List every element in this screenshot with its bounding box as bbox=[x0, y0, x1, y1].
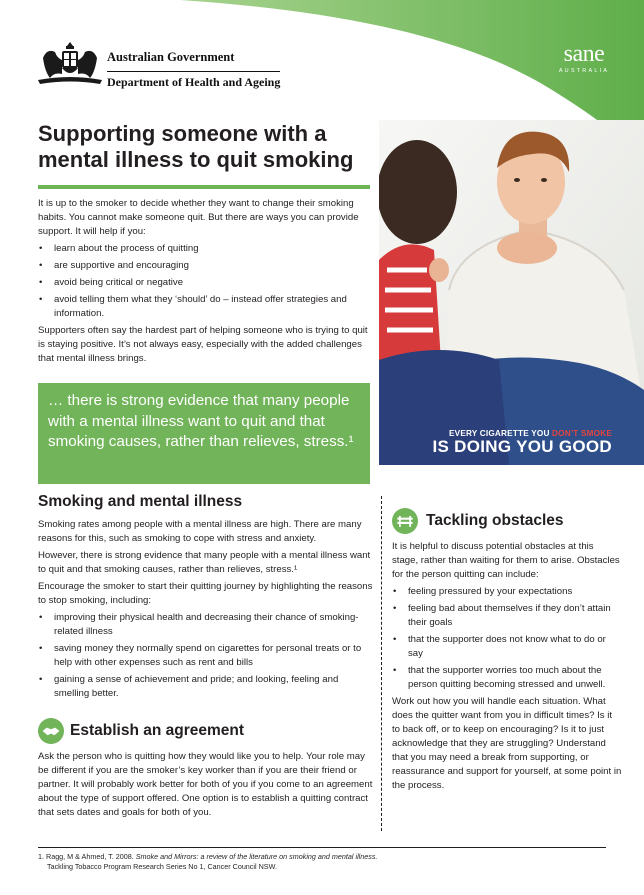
list-item: • that the supporter does not know what to do or say bbox=[392, 633, 622, 661]
footnote-divider bbox=[38, 847, 606, 848]
pull-quote bbox=[38, 383, 370, 484]
agreement-heading: Establish an agreement bbox=[70, 722, 245, 739]
footnote-number: 1. bbox=[38, 852, 44, 861]
column-divider bbox=[381, 496, 382, 831]
caption-highlight: DON’T SMOKE bbox=[552, 429, 612, 438]
government-name: Australian Government bbox=[107, 50, 235, 64]
photo-caption bbox=[397, 429, 612, 456]
smoking-paragraph: Smoking rates among people with a mental illness are high. There are many reasons for this, such as smoking to cope with stress and anxiety. bbox=[38, 519, 362, 544]
agreement-section bbox=[38, 750, 373, 820]
list-item: • feeling bad about themselves if they don’t attain their goals bbox=[392, 602, 622, 630]
smoking-paragraph: Encourage the smoker to start their quitting journey by highlighting the reasons to stop smoking, including: bbox=[38, 581, 373, 606]
list-item: • are supportive and encouraging bbox=[38, 259, 372, 273]
smoking-section bbox=[38, 495, 373, 701]
list-item: • learn about the process of quitting bbox=[38, 242, 372, 256]
tackling-section bbox=[392, 540, 622, 793]
list-item: • feeling pressured by your expectations bbox=[392, 585, 622, 599]
sane-logo-subtitle: AUSTRALIA bbox=[558, 68, 610, 74]
department-name: Department of Health and Ageing bbox=[107, 71, 280, 90]
intro-section bbox=[38, 197, 372, 366]
smoking-bullet-list bbox=[38, 611, 373, 701]
pull-quote-text: … there is strong evidence that many people with a mental illness want to quit and that smoking causes, rather than relieves, stress.¹ bbox=[48, 392, 354, 450]
agreement-paragraph: Ask the person who is quitting how they would like you to help. Your role may be different if you are the smoker’s key worker than if you are their friend or partner. It will probably work better for both of you if you come to an agreement about the type of support offered. One option is to establish a quitting contract that sets dates and goals for both of you. bbox=[38, 751, 373, 818]
footnote bbox=[38, 852, 608, 872]
list-item: • avoid being critical or negative bbox=[38, 276, 372, 290]
footnote-authors: Ragg, M & Ahmed, T. 2008. bbox=[46, 852, 134, 861]
tackling-bullet-list bbox=[392, 585, 622, 692]
sane-logo bbox=[548, 42, 620, 74]
tackling-heading-row bbox=[392, 508, 564, 534]
sane-logo-word: sane bbox=[563, 41, 605, 67]
photo-caption-line2: IS DOING YOU GOOD bbox=[432, 437, 612, 456]
list-item: • avoid telling them what they ‘should’ do – instead offer strategies and information. bbox=[38, 293, 372, 321]
intro-bullet-list bbox=[38, 242, 372, 321]
list-item: • saving money they normally spend on cigarettes for personal treats or to help with other expenses such as rent and bills bbox=[38, 642, 373, 670]
title-underline bbox=[38, 185, 370, 189]
intro-paragraph: It is up to the smoker to decide whether they want to change their smoking habits. You cannot make someone quit. But there are ways you can provide support. It will help if you: bbox=[38, 198, 359, 237]
hurdle-icon bbox=[392, 508, 418, 534]
list-item: • gaining a sense of achievement and pride; and looking, feeling and smelling better. bbox=[38, 673, 373, 701]
agreement-heading-row bbox=[38, 718, 244, 744]
handshake-icon bbox=[38, 718, 64, 744]
smoking-paragraph: However, there is strong evidence that many people with a mental illness want to quit and that smoking causes, rather than relieves, stress.¹ bbox=[38, 550, 371, 575]
page-title: Supporting someone with a mental illness to quit smoking bbox=[38, 121, 354, 172]
hero-photo bbox=[379, 120, 644, 465]
coat-of-arms-icon bbox=[35, 38, 105, 88]
caption-text: EVERY CIGARETTE YOU bbox=[449, 429, 553, 438]
tackling-heading: Tackling obstacles bbox=[426, 512, 564, 529]
list-item: • that the supporter worries too much about the person quitting becoming stressed and unwell. bbox=[392, 664, 622, 692]
tackling-paragraph: It is helpful to discuss potential obstacles at this stage, rather than waiting for them to arise. Obstacles for the person quitting can include: bbox=[392, 541, 620, 580]
tackling-closing: Work out how you will handle each situation. What does the quitter want from you in difficult times? Is it to back off, or to keep on encouraging? Is it to just acknowledge that they are struggling? Understand that you may need a break from supporting, or reassurance and support for yourself, at some point in the process. bbox=[392, 696, 622, 791]
footnote-series: Tackling Tobacco Program Research Series No 1, Cancer Council NSW. bbox=[47, 862, 277, 871]
footnote-title: Smoke and Mirrors: a review of the literature on smoking and mental illness. bbox=[135, 852, 378, 861]
list-item: • improving their physical health and decreasing their chance of smoking-related illness bbox=[38, 611, 373, 639]
smoking-heading: Smoking and mental illness bbox=[38, 493, 243, 510]
intro-closing: Supporters often say the hardest part of helping someone who is trying to quit is staying positive. It’s not always easy, especially with the added challenges that mental illness brings. bbox=[38, 325, 368, 364]
hero-photo-illustration bbox=[379, 120, 644, 465]
government-branding bbox=[107, 50, 280, 90]
